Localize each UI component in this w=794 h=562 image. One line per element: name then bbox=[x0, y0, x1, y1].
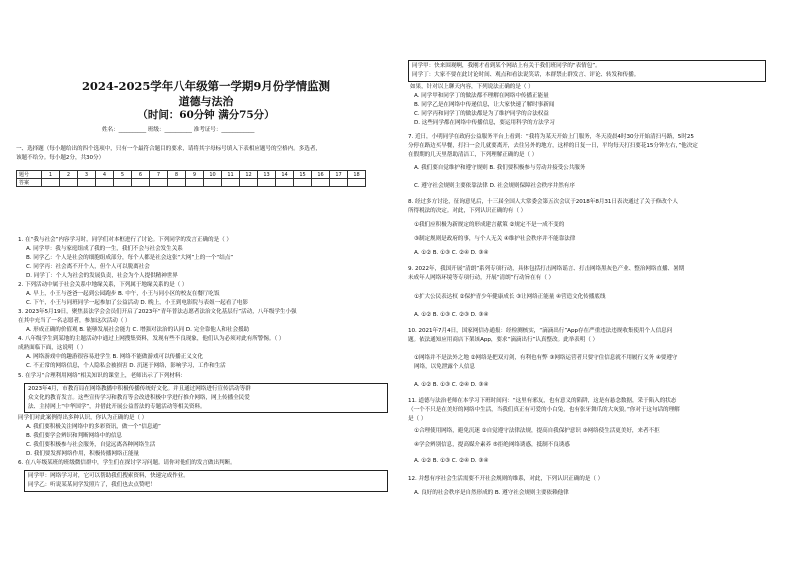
question-line: 在其中充当了一名志愿者，参加这次活动（ ） bbox=[18, 318, 131, 324]
option-line: D. 我们要发挥网络作用，积极传播网络正能量 bbox=[26, 451, 140, 457]
answer-cell[interactable] bbox=[330, 179, 348, 187]
subject-title: 道德与法治 bbox=[178, 95, 234, 108]
table-number: 3 bbox=[78, 171, 96, 179]
answer-cell[interactable] bbox=[96, 179, 114, 187]
answer-cell[interactable] bbox=[258, 179, 276, 187]
option-line: A. 早上，小王与爸爸一起到公园跑步 B. 中午，小王与同小区的校友在餐厅吃饭 bbox=[26, 291, 220, 297]
question-line: 未成年人网络环境等专项行动，开展“清朗”行动旨在有（ ） bbox=[408, 275, 555, 281]
table-number: 14 bbox=[276, 171, 294, 179]
table-label-number: 题号 bbox=[17, 171, 42, 179]
material-line: 2023年4月，市教育局在网络教播中积极传播传统好文化。并且通过网络进行宣传活动等群 bbox=[28, 386, 251, 392]
table-number: 5 bbox=[114, 171, 132, 179]
table-label-answer: 答案 bbox=[17, 179, 42, 187]
table-number: 10 bbox=[204, 171, 222, 179]
option-line: D. 同学丁：个人为社会的发展负责，社会为个人提供精神世界 bbox=[26, 273, 178, 279]
section1-heading-1: 一、选择题（每小题给出的四个选项中，只有一个最符合题目的要求，请将其字母标号填入下表相应题号的空格内。多选者， bbox=[16, 146, 321, 152]
question-line: 1. 在“我与社会”内容学习时，同学们对本框进行了讨论。下列同学的发言正确的是（ ） bbox=[18, 237, 232, 243]
chat-box-q6 bbox=[24, 470, 388, 492]
option-line: A. 同学甲：我与家庭组成了我的一生，我们不会与社会发生关系 bbox=[26, 246, 183, 252]
table-number: 2 bbox=[60, 171, 78, 179]
question-line: 6. 在八年级某班的班级微信群中，学生们在探讨学习问题。请你对他们的发言做出判断。 bbox=[18, 460, 236, 466]
option-line: ①我们应积极为新规定的形成建言献策 ②规定不是一成不变的 bbox=[414, 222, 565, 228]
left-column bbox=[14, 0, 398, 562]
chat-line: 同学甲：快来围观啊，我刚才看到某个网站上有关于我们班同学的“表情包”。 bbox=[412, 63, 601, 69]
question-line: 同学们对此案例得出多种认识，你认为正确的是（ ） bbox=[18, 415, 148, 421]
option-line: A. 良好的社会秩序是自然形成的 B. 遵守社会规则主要依赖他律 bbox=[414, 490, 569, 496]
chat-line: 同学甲：网络学习对，它可以帮助我们搜索资料，快速完成作业。 bbox=[28, 473, 189, 479]
option-line: C. 下午，小王与同班同学一起参加了公益活动 D. 晚上，小王到电影院与表姐一起看了电影 bbox=[26, 300, 248, 306]
material-line: 法、主持网上“中华国学”，并借此开展公益普法的专题活动等相关资料。 bbox=[28, 404, 206, 410]
option-line: ④学会辨别信息，提高媒介素养 ⑤拒绝网络诱惑，抵制不良诱惑 bbox=[414, 442, 570, 448]
question-line: 2. 下列活动中属于社会关系中地缘关系，下列属于地缘关系的是（ ） bbox=[18, 282, 188, 288]
time-score: （时间：60分钟 满分75分） bbox=[137, 109, 275, 121]
table-number: 4 bbox=[96, 171, 114, 179]
answer-choices: A. ①② B. ①③ C. ②④ D. ③④ bbox=[414, 250, 489, 256]
question-line: 3. 2023年5月19日，聚焦县法学会会员们开启了2023年“青年普法志愿者法治文化基层行”活动，八年级学生小强 bbox=[18, 309, 297, 315]
option-line: ①网络并不是法外之地 ②网络是把双刃剑，有利也有弊 ③网络运营者只要守住信息就不用履行义务 ④要遵守 bbox=[414, 355, 678, 361]
option-line: A. 形成正确的价值观 B. 能够发展社会能力 C. 增强对法治的认同 D. 完全靠他人和社会援助 bbox=[26, 327, 250, 333]
table-number: 16 bbox=[312, 171, 330, 179]
answer-cell[interactable] bbox=[186, 179, 204, 187]
answer-choices: A. ①② B. ①③ C. ②③ D. ③④ bbox=[414, 312, 489, 318]
table-number: 11 bbox=[222, 171, 240, 179]
right-column bbox=[404, 0, 782, 562]
option-line: C. 我们要积极参与社会服务，自觉远离各种网络生活 bbox=[26, 442, 156, 448]
material-line: 众文化的教育发言。这些宣传学习和教育等会改进积极中学进行推介网络，网上传播全民爱 bbox=[28, 395, 250, 401]
option-line: ①扩大公民表达权 ②保护青少年健康成长 ③让网络正能量 ④营造文化传播底线 bbox=[414, 294, 606, 300]
table-number: 6 bbox=[132, 171, 150, 179]
option-line: A. 网络游戏中的趣游很容易进学生 B. 网络不能做游戏可以传播正义文化 bbox=[26, 354, 203, 360]
answer-cell[interactable] bbox=[42, 179, 60, 187]
answer-table-answer-row bbox=[17, 179, 366, 187]
question-line: 10. 2021年7月4日，国家网信办通报：经检测核实，“滴滴出行”App存在严重违法违规收集使用个人信息问 bbox=[408, 328, 673, 334]
question-line: 是（ ） bbox=[408, 416, 427, 422]
option-line: ③制定规则是政府的事，与个人无关 ④维护社会秩序并不能靠法律 bbox=[414, 236, 576, 242]
answer-cell[interactable] bbox=[240, 179, 258, 187]
answer-cell[interactable] bbox=[132, 179, 150, 187]
table-number: 12 bbox=[240, 171, 258, 179]
option-line: ①合理使用网络，避免沉迷 ②自觉遵守法律法规，提高自我保护意识 ③网络使生活更美好，来者不拒 bbox=[414, 428, 660, 434]
question-line: （一个不只是在美好的网络中生活，当我们真正有可爱的小白兔，也有张牙舞爪的大灰狼。”你对于这句话的理解 bbox=[408, 407, 680, 413]
answer-cell[interactable] bbox=[114, 179, 132, 187]
option-line: C. 同学丙和同学丁的做法都是为了维护同学的合法权益 bbox=[414, 111, 549, 117]
answer-cell[interactable] bbox=[204, 179, 222, 187]
table-number: 1 bbox=[42, 171, 60, 179]
question-line: 8. 经过多方讨论，征询意见后，十三届全国人大常委会第五次会议于2018年8月31日表决通过了关于修改个人 bbox=[408, 199, 678, 205]
option-line: B. 同学乙是在网络中传递信息，让大家快速了解时事新闻 bbox=[414, 102, 555, 108]
question-line: 分停在路边买早餐，打扫一会儿就要离开，去往另外的地方，这样的日复一日，平均每天打扫要花15分钟左右，”他决定 bbox=[408, 143, 698, 149]
answer-cell[interactable] bbox=[348, 179, 366, 187]
table-number: 7 bbox=[150, 171, 168, 179]
option-line: 网络，以免泄露个人信息 bbox=[414, 364, 475, 370]
option-line: C. 遵守社会规则主要依靠法律 D. 社会规则保障社会秩序井然有序 bbox=[414, 183, 575, 189]
question-line: 4. 八年级学生到某地的主题活动中通过上网搜集资料，发现有些不良现象，他们认为必须对此有所警惕。（ ） bbox=[18, 336, 285, 342]
question-line: 在假期的几天里帮助清洁工，下列理解正确的是（ ） bbox=[408, 152, 538, 158]
question-line: 11. 道德与法治老师在本学习下班时间问：“这里有邪友，也有意义的陷阱，这是有悬念数据，采于陷入的状态 bbox=[408, 398, 677, 404]
chat-line: 同学乙：听说某某同学发照片了，我们也去点赞吧！ bbox=[28, 482, 156, 488]
question-line: 5. 在学习“合理利用网络”相关知识的课堂上，老师出示了下列材料： bbox=[18, 373, 186, 379]
option-line: C. 不正常的网络信息，个人隐私会被损害 D. 沉迷于网络，影响学习，工作和生活 bbox=[26, 363, 226, 369]
answer-table bbox=[16, 170, 366, 187]
chat-line: 同学丁：大家不要在此讨论时间、观点和看法说笑话，本群禁止群发言、评论、转发和传播。 bbox=[412, 72, 640, 78]
name-line: 姓名：__________ 班级：__________ 准考证号：____________ bbox=[102, 127, 255, 133]
option-line: A. 我们要自觉维护和遵守规则 B. 我们要积极参与劳动并接受公共服务 bbox=[414, 165, 586, 171]
table-number: 8 bbox=[168, 171, 186, 179]
chat-box-continued bbox=[408, 60, 766, 82]
question-line: 题。依法通知应用商店下架该App，要求“滴滴出行”认真整改。此举表明（ ） bbox=[408, 337, 599, 343]
question-line: 所得税法的决定。对此，下列认识正确的有（ ） bbox=[408, 208, 527, 214]
answer-cell[interactable] bbox=[78, 179, 96, 187]
answer-cell[interactable] bbox=[276, 179, 294, 187]
option-line: B. 同学乙：个人是社会的细胞组成部分，每个人都是社会这张“大网”上的一个“结点” bbox=[26, 255, 234, 261]
option-line: A. 我们要积极关注网络中的多彩资讯，做一个“信息通” bbox=[26, 424, 161, 430]
answer-cell[interactable] bbox=[60, 179, 78, 187]
answer-cell[interactable] bbox=[312, 179, 330, 187]
exam-title: 2024-2025学年八年级第一学期9月份学情监测 bbox=[81, 79, 331, 93]
question-line: 成熟面临下面，这说明（ ） bbox=[18, 345, 87, 351]
answer-cell[interactable] bbox=[222, 179, 240, 187]
answer-table-number-row bbox=[17, 171, 366, 179]
table-number: 17 bbox=[330, 171, 348, 179]
option-line: C. 同学丙：社会离不开个人，但个人可以脱离社会 bbox=[26, 264, 150, 270]
material-box-q5 bbox=[24, 383, 388, 413]
question-line: 如果，针对以上聊天内容，下列说法正确的是（ ） bbox=[410, 84, 534, 90]
answer-choices: A. ①② B. ①③ C. ②④ D. ③④ bbox=[414, 458, 489, 464]
answer-cell[interactable] bbox=[150, 179, 168, 187]
option-line: D. 这些同学都在网络中传播信息，要运用科学的方法学习 bbox=[414, 120, 555, 126]
section1-heading-2: 该题不给分。每小题2分，共30分） bbox=[16, 155, 105, 161]
table-number: 13 bbox=[258, 171, 276, 179]
table-number: 18 bbox=[348, 171, 366, 179]
answer-choices: A. ①② B. ①③ C. ②④ D. ③④ bbox=[414, 382, 489, 388]
table-number: 9 bbox=[186, 171, 204, 179]
answer-cell[interactable] bbox=[294, 179, 312, 187]
question-line: 9. 2022年，我国开展“清朗”系列专项行动，具体包括打击网络谣言、打击网络黑灰色产业、整治网络直播、暑期 bbox=[408, 266, 685, 272]
question-line: 7. 近日，小明同学在政府公益服务平台上看到：“我将为某天开始上门服务，冬天凌晨4时30分开始清扫马路，5时25 bbox=[408, 134, 694, 140]
answer-cell[interactable] bbox=[168, 179, 186, 187]
question-line: 12. 并想有序社会生活需要不开社会规则的维系，对此，下列认识正确的是（ ） bbox=[408, 476, 604, 482]
option-line: A. 同学甲和同学丁的做法都不理解在网络中传播正能量 bbox=[414, 93, 549, 99]
option-line: B. 我们要学会辨识和判断网络中的信息 bbox=[26, 433, 122, 439]
table-number: 15 bbox=[294, 171, 312, 179]
